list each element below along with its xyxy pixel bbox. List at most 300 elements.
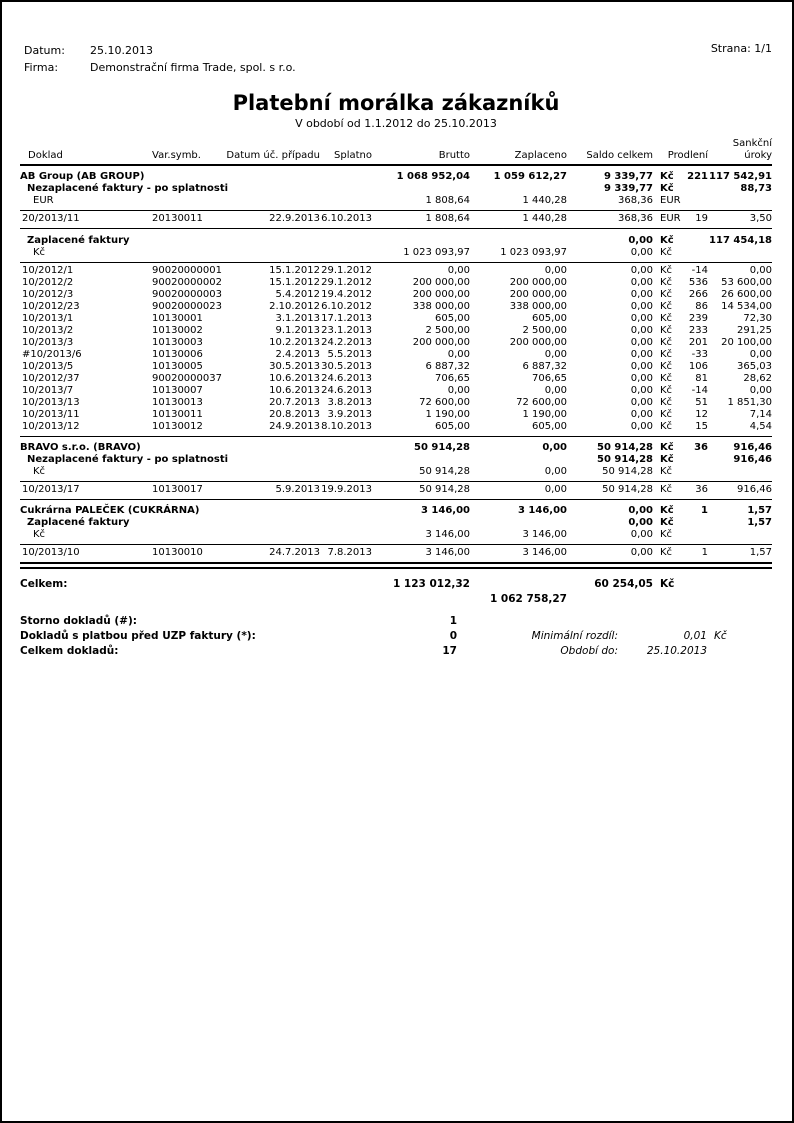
table-body bbox=[20, 171, 772, 569]
cell-zaplaceno: 3 146,00 bbox=[522, 529, 567, 540]
header-saldo: Saldo celkem bbox=[586, 150, 653, 161]
cell-currency: Kč bbox=[660, 325, 673, 336]
cell-varsymb: 10130013 bbox=[152, 397, 203, 408]
cell-splatno: 17.1.2013 bbox=[321, 313, 372, 324]
header-datum: Datum úč. případu bbox=[226, 150, 320, 161]
grand-total bbox=[20, 577, 772, 607]
cell-varsymb: 10130002 bbox=[152, 325, 203, 336]
cell-currency: Kč bbox=[660, 373, 673, 384]
cell-splatno: 7.8.2013 bbox=[327, 547, 372, 558]
cell-saldo: 0,00 bbox=[630, 349, 653, 360]
separator-rule bbox=[20, 262, 772, 263]
cell-brutto: 338 000,00 bbox=[412, 301, 470, 312]
cell-prodleni: 86 bbox=[695, 301, 708, 312]
cell-brutto: 50 914,28 bbox=[419, 484, 470, 495]
cell-datum: 10.6.2013 bbox=[269, 385, 320, 396]
cell-datum: 2.10.2012 bbox=[269, 301, 320, 312]
cell-saldo: 0,00 bbox=[630, 325, 653, 336]
cell-prodleni: 36 bbox=[695, 484, 708, 495]
cell-prodleni: 1 bbox=[701, 505, 708, 516]
cell-brutto: 1 808,64 bbox=[425, 195, 470, 206]
table-header-row bbox=[20, 150, 772, 162]
cell-uroky: 28,62 bbox=[743, 373, 772, 384]
cell-doklad: 10/2013/1 bbox=[22, 313, 74, 324]
cell-saldo: 0,00 bbox=[630, 247, 653, 258]
cell-saldo: 9 339,77 bbox=[603, 171, 653, 182]
cell-datum: 10.2.2013 bbox=[269, 337, 320, 348]
cell-datum: 10.6.2013 bbox=[269, 373, 320, 384]
cell-doklad: 10/2012/37 bbox=[22, 373, 80, 384]
meta-firma bbox=[24, 59, 296, 76]
cell-varsymb: 10130011 bbox=[152, 409, 203, 420]
invoice-row bbox=[20, 421, 772, 433]
cell-doklad: 10/2013/5 bbox=[22, 361, 74, 372]
cell-doklad: 10/2013/11 bbox=[22, 409, 80, 420]
cell-saldo: 50 914,28 bbox=[597, 442, 653, 453]
cell-uroky: 1 851,30 bbox=[727, 397, 772, 408]
cell-currency: Kč bbox=[660, 505, 674, 516]
cell-currency: Kč bbox=[660, 349, 673, 360]
cell-currency: Kč bbox=[660, 529, 673, 540]
cell-datum: 22.9.2013 bbox=[269, 213, 320, 224]
report-meta bbox=[24, 42, 296, 76]
invoice-row bbox=[20, 349, 772, 361]
celkem-label: Celkem: bbox=[20, 578, 68, 590]
cell-brutto: 200 000,00 bbox=[412, 289, 470, 300]
cell-splatno: 5.5.2013 bbox=[327, 349, 372, 360]
invoice-row bbox=[20, 385, 772, 397]
cell-zaplaceno: 2 500,00 bbox=[522, 325, 567, 336]
cell-datum: 20.7.2013 bbox=[269, 397, 320, 408]
currency-subtotal-row bbox=[20, 529, 772, 541]
invoice-row bbox=[20, 289, 772, 301]
cell-doklad: 10/2012/23 bbox=[22, 301, 80, 312]
firma-value: Demonstrační firma Trade, spol. s r.o. bbox=[90, 61, 296, 74]
section-label: Zaplacené faktury bbox=[27, 517, 130, 528]
cell-brutto: 72 600,00 bbox=[419, 397, 470, 408]
cell-brutto: 0,00 bbox=[447, 349, 470, 360]
datum-label: Datum: bbox=[24, 44, 65, 57]
obdobi-label: Období do: bbox=[560, 645, 618, 657]
cell-currency: Kč bbox=[660, 301, 673, 312]
group-header-row bbox=[20, 505, 772, 517]
group-header-row bbox=[20, 442, 772, 454]
cell-uroky: 365,03 bbox=[737, 361, 772, 372]
header-rule bbox=[20, 164, 772, 166]
cell-varsymb: 90020000001 bbox=[152, 265, 222, 276]
cell-doklad: 10/2013/13 bbox=[22, 397, 80, 408]
cell-prodleni: 19 bbox=[695, 213, 708, 224]
cell-splatno: 23.1.2013 bbox=[321, 325, 372, 336]
dokladu-label: Celkem dokladů: bbox=[20, 645, 119, 657]
section-label: Nezaplacené faktury - po splatnosti bbox=[27, 454, 229, 465]
dokladu-row bbox=[20, 644, 772, 659]
cell-zaplaceno: 6 887,32 bbox=[522, 361, 567, 372]
cell-prodleni: 12 bbox=[695, 409, 708, 420]
cell-zaplaceno: 200 000,00 bbox=[509, 289, 567, 300]
cell-saldo: 0,00 bbox=[628, 235, 653, 246]
cell-varsymb: 10130007 bbox=[152, 385, 203, 396]
cell-uroky: 117 454,18 bbox=[709, 235, 772, 246]
cell-prodleni: 221 bbox=[687, 171, 708, 182]
cell-currency: Kč bbox=[660, 337, 673, 348]
cell-varsymb: 20130011 bbox=[152, 213, 203, 224]
cell-varsymb: 10130005 bbox=[152, 361, 203, 372]
cell-uroky: 0,00 bbox=[749, 349, 772, 360]
cell-brutto: 706,65 bbox=[435, 373, 470, 384]
page-header bbox=[20, 42, 772, 76]
cell-currency: Kč bbox=[660, 183, 674, 194]
section-header-row bbox=[20, 235, 772, 247]
meta-datum bbox=[24, 42, 296, 59]
cell-currency: EUR bbox=[660, 195, 681, 206]
grand-total-row bbox=[20, 577, 772, 592]
cell-splatno: 24.2.2013 bbox=[321, 337, 372, 348]
cell-currency: Kč bbox=[660, 442, 674, 453]
cell-splatno: 30.5.2013 bbox=[321, 361, 372, 372]
separator-rule bbox=[20, 499, 772, 500]
cell-splatno: 3.8.2013 bbox=[327, 397, 372, 408]
currency-label: Kč bbox=[33, 247, 46, 258]
cell-doklad: 10/2012/1 bbox=[22, 265, 74, 276]
currency-subtotal-row bbox=[20, 466, 772, 478]
invoice-section bbox=[20, 517, 772, 569]
cell-brutto: 605,00 bbox=[435, 313, 470, 324]
cell-varsymb: 10130017 bbox=[152, 484, 203, 495]
cell-zaplaceno: 0,00 bbox=[544, 466, 567, 477]
section-header-row bbox=[20, 454, 772, 466]
cell-prodleni: 51 bbox=[695, 397, 708, 408]
cell-currency: Kč bbox=[660, 265, 673, 276]
cell-prodleni: 1 bbox=[701, 547, 708, 558]
cell-prodleni: 81 bbox=[695, 373, 708, 384]
cell-saldo: 0,00 bbox=[628, 517, 653, 528]
cell-zaplaceno: 200 000,00 bbox=[509, 277, 567, 288]
invoice-row bbox=[20, 409, 772, 421]
cell-varsymb: 90020000003 bbox=[152, 289, 222, 300]
cell-uroky: 4,54 bbox=[749, 421, 772, 432]
cell-saldo: 50 914,28 bbox=[597, 454, 653, 465]
cell-currency: Kč bbox=[660, 277, 673, 288]
cell-uroky: 26 600,00 bbox=[721, 289, 772, 300]
invoice-row bbox=[20, 397, 772, 409]
datum-value: 25.10.2013 bbox=[90, 44, 153, 57]
cell-splatno: 24.6.2013 bbox=[321, 385, 372, 396]
celkem-brutto: 1 123 012,32 bbox=[392, 578, 470, 590]
cell-currency: Kč bbox=[660, 235, 674, 246]
cell-uroky: 1,57 bbox=[747, 517, 772, 528]
dokladu-value: 17 bbox=[442, 645, 457, 657]
cell-datum: 9.1.2013 bbox=[275, 325, 320, 336]
grand-total-row2 bbox=[20, 592, 772, 607]
invoice-section bbox=[20, 235, 772, 437]
cell-doklad: 10/2013/2 bbox=[22, 325, 74, 336]
storno-row bbox=[20, 614, 772, 629]
currency-label: EUR bbox=[33, 195, 54, 206]
cell-saldo: 368,36 bbox=[618, 213, 653, 224]
cell-datum: 2.4.2013 bbox=[275, 349, 320, 360]
separator-rule bbox=[20, 436, 772, 437]
celkem-saldo-cur: Kč bbox=[660, 578, 675, 590]
cell-currency: Kč bbox=[660, 466, 673, 477]
cell-uroky: 88,73 bbox=[740, 183, 772, 194]
cell-zaplaceno: 0,00 bbox=[542, 442, 567, 453]
page-number bbox=[711, 42, 772, 55]
cell-uroky: 1,57 bbox=[749, 547, 772, 558]
header-sankcni: Sankční bbox=[732, 138, 772, 149]
uzp-row bbox=[20, 629, 772, 644]
cell-zaplaceno: 0,00 bbox=[544, 265, 567, 276]
cell-zaplaceno: 0,00 bbox=[544, 349, 567, 360]
cell-currency: Kč bbox=[660, 247, 673, 258]
separator-rule bbox=[20, 210, 772, 211]
customer-group bbox=[20, 505, 772, 569]
cell-prodleni: -33 bbox=[691, 349, 708, 360]
group-name: Cukrárna PALEČEK (CUKRÁRNA) bbox=[20, 505, 200, 516]
header-prodleni: Prodlení bbox=[667, 150, 708, 161]
header-brutto: Brutto bbox=[438, 150, 470, 161]
cell-currency: Kč bbox=[660, 313, 673, 324]
cell-saldo: 0,00 bbox=[630, 277, 653, 288]
cell-doklad: 10/2013/3 bbox=[22, 337, 74, 348]
cell-zaplaceno: 72 600,00 bbox=[516, 397, 567, 408]
cell-prodleni: 201 bbox=[688, 337, 708, 348]
cell-brutto: 3 146,00 bbox=[425, 529, 470, 540]
cell-prodleni: 536 bbox=[688, 277, 708, 288]
cell-splatno: 3.9.2013 bbox=[327, 409, 372, 420]
cell-uroky: 916,46 bbox=[733, 442, 772, 453]
section-header-row bbox=[20, 517, 772, 529]
report-subtitle: V období od 1.1.2012 do 25.10.2013 bbox=[295, 117, 497, 130]
cell-varsymb: 10130012 bbox=[152, 421, 203, 432]
invoice-row bbox=[20, 484, 772, 496]
cell-brutto: 1 808,64 bbox=[425, 213, 470, 224]
header-splatno: Splatno bbox=[334, 150, 372, 161]
separator-rule bbox=[20, 481, 772, 482]
cell-doklad: 10/2012/2 bbox=[22, 277, 74, 288]
cell-saldo: 0,00 bbox=[630, 289, 653, 300]
group-header-row bbox=[20, 171, 772, 183]
cell-uroky: 0,00 bbox=[749, 265, 772, 276]
cell-saldo: 0,00 bbox=[630, 397, 653, 408]
cell-zaplaceno: 1 440,28 bbox=[522, 213, 567, 224]
cell-currency: EUR bbox=[660, 213, 681, 224]
invoice-row bbox=[20, 373, 772, 385]
final-rule bbox=[20, 562, 772, 569]
cell-varsymb: 10130001 bbox=[152, 313, 203, 324]
cell-zaplaceno: 605,00 bbox=[532, 313, 567, 324]
cell-splatno: 6.10.2013 bbox=[321, 213, 372, 224]
currency-label: Kč bbox=[33, 529, 46, 540]
group-name: BRAVO s.r.o. (BRAVO) bbox=[20, 442, 141, 453]
cell-saldo: 0,00 bbox=[630, 409, 653, 420]
cell-uroky: 291,25 bbox=[737, 325, 772, 336]
invoice-row bbox=[20, 313, 772, 325]
cell-datum: 15.1.2012 bbox=[269, 277, 320, 288]
cell-uroky: 916,46 bbox=[733, 454, 772, 465]
cell-saldo: 0,00 bbox=[630, 337, 653, 348]
cell-brutto: 1 023 093,97 bbox=[403, 247, 470, 258]
header-uroky: úroky bbox=[744, 150, 772, 161]
section-label: Nezaplacené faktury - po splatnosti bbox=[27, 183, 229, 194]
cell-saldo: 0,00 bbox=[628, 505, 653, 516]
strana-label: Strana: bbox=[710, 42, 751, 55]
cell-saldo: 9 339,77 bbox=[603, 183, 653, 194]
group-name: AB Group (AB GROUP) bbox=[20, 171, 145, 182]
cell-uroky: 14 534,00 bbox=[721, 301, 772, 312]
invoice-row bbox=[20, 277, 772, 289]
cell-saldo: 0,00 bbox=[630, 547, 653, 558]
cell-saldo: 0,00 bbox=[630, 421, 653, 432]
cell-zaplaceno: 0,00 bbox=[544, 484, 567, 495]
cell-saldo: 0,00 bbox=[630, 301, 653, 312]
currency-label: Kč bbox=[33, 466, 46, 477]
invoice-row bbox=[20, 265, 772, 277]
cell-saldo: 0,00 bbox=[630, 265, 653, 276]
cell-zaplaceno: 3 146,00 bbox=[517, 505, 567, 516]
cell-saldo: 0,00 bbox=[630, 529, 653, 540]
cell-splatno: 19.9.2013 bbox=[321, 484, 372, 495]
cell-doklad: 10/2013/10 bbox=[22, 547, 80, 558]
cell-doklad: 20/2013/11 bbox=[22, 213, 80, 224]
cell-uroky: 117 542,91 bbox=[709, 171, 772, 182]
cell-splatno: 6.10.2012 bbox=[321, 301, 372, 312]
cell-varsymb: 10130003 bbox=[152, 337, 203, 348]
cell-zaplaceno: 1 190,00 bbox=[522, 409, 567, 420]
cell-saldo: 0,00 bbox=[630, 361, 653, 372]
cell-currency: Kč bbox=[660, 171, 674, 182]
cell-prodleni: 106 bbox=[688, 361, 708, 372]
cell-prodleni: -14 bbox=[691, 385, 708, 396]
cell-brutto: 6 887,32 bbox=[425, 361, 470, 372]
cell-datum: 3.1.2013 bbox=[275, 313, 320, 324]
cell-saldo: 50 914,28 bbox=[602, 484, 653, 495]
customer-group bbox=[20, 171, 772, 437]
cell-brutto: 605,00 bbox=[435, 421, 470, 432]
invoice-row bbox=[20, 361, 772, 373]
cell-currency: Kč bbox=[660, 454, 674, 465]
summary-block bbox=[20, 614, 772, 659]
cell-datum: 30.5.2013 bbox=[269, 361, 320, 372]
cell-brutto: 1 190,00 bbox=[425, 409, 470, 420]
cell-prodleni: -14 bbox=[691, 265, 708, 276]
cell-zaplaceno: 706,65 bbox=[532, 373, 567, 384]
cell-zaplaceno: 0,00 bbox=[544, 385, 567, 396]
cell-saldo: 0,00 bbox=[630, 313, 653, 324]
cell-zaplaceno: 338 000,00 bbox=[509, 301, 567, 312]
totals-section bbox=[20, 577, 772, 659]
cell-uroky: 0,00 bbox=[749, 385, 772, 396]
cell-currency: Kč bbox=[660, 397, 673, 408]
cell-brutto: 200 000,00 bbox=[412, 337, 470, 348]
cell-saldo: 368,36 bbox=[618, 195, 653, 206]
cell-currency: Kč bbox=[660, 547, 673, 558]
cell-prodleni: 266 bbox=[688, 289, 708, 300]
cell-doklad: 10/2013/7 bbox=[22, 385, 74, 396]
celkem-saldo: 60 254,05 bbox=[594, 578, 653, 590]
obdobi-value: 25.10.2013 bbox=[646, 645, 707, 657]
cell-currency: Kč bbox=[660, 421, 673, 432]
cell-brutto: 50 914,28 bbox=[414, 442, 470, 453]
cell-datum: 24.7.2013 bbox=[269, 547, 320, 558]
cell-currency: Kč bbox=[660, 361, 673, 372]
cell-datum: 15.1.2012 bbox=[269, 265, 320, 276]
cell-datum: 24.9.2013 bbox=[269, 421, 320, 432]
cell-varsymb: 90020000002 bbox=[152, 277, 222, 288]
cell-datum: 5.9.2013 bbox=[275, 484, 320, 495]
cell-prodleni: 239 bbox=[688, 313, 708, 324]
table-header bbox=[20, 138, 772, 166]
section-header-row bbox=[20, 183, 772, 195]
cell-currency: Kč bbox=[660, 517, 674, 528]
cell-splatno: 8.10.2013 bbox=[321, 421, 372, 432]
cell-uroky: 72,30 bbox=[743, 313, 772, 324]
cell-brutto: 0,00 bbox=[447, 265, 470, 276]
cell-saldo: 0,00 bbox=[630, 373, 653, 384]
cell-uroky: 1,57 bbox=[747, 505, 772, 516]
uzp-value: 0 bbox=[449, 630, 457, 642]
cell-splatno: 29.1.2012 bbox=[321, 277, 372, 288]
invoice-row bbox=[20, 547, 772, 559]
currency-subtotal-row bbox=[20, 247, 772, 259]
min-rozdil-cur: Kč bbox=[714, 630, 727, 642]
cell-brutto: 2 500,00 bbox=[425, 325, 470, 336]
cell-varsymb: 90020000037 bbox=[152, 373, 222, 384]
cell-splatno: 29.1.2012 bbox=[321, 265, 372, 276]
cell-currency: Kč bbox=[660, 289, 673, 300]
cell-datum: 20.8.2013 bbox=[269, 409, 320, 420]
cell-prodleni: 36 bbox=[694, 442, 708, 453]
cell-brutto: 0,00 bbox=[447, 385, 470, 396]
firma-label: Firma: bbox=[24, 61, 59, 74]
invoice-row bbox=[20, 213, 772, 225]
cell-zaplaceno: 1 023 093,97 bbox=[500, 247, 567, 258]
separator-rule bbox=[20, 228, 772, 229]
separator-rule bbox=[20, 544, 772, 545]
cell-varsymb: 10130010 bbox=[152, 547, 203, 558]
cell-zaplaceno: 1 440,28 bbox=[522, 195, 567, 206]
cell-uroky: 20 100,00 bbox=[721, 337, 772, 348]
cell-currency: Kč bbox=[660, 385, 673, 396]
uzp-label: Dokladů s platbou před UZP faktury (*): bbox=[20, 630, 256, 642]
cell-uroky: 916,46 bbox=[737, 484, 772, 495]
report-title: Platební morálka zákazníků bbox=[232, 91, 560, 115]
cell-uroky: 3,50 bbox=[749, 213, 772, 224]
customer-group bbox=[20, 442, 772, 500]
cell-uroky: 7,14 bbox=[749, 409, 772, 420]
header-varsymb: Var.symb. bbox=[152, 150, 201, 161]
storno-value: 1 bbox=[449, 615, 457, 627]
invoice-section bbox=[20, 183, 772, 229]
cell-currency: Kč bbox=[660, 484, 673, 495]
cell-zaplaceno: 3 146,00 bbox=[522, 547, 567, 558]
cell-zaplaceno: 1 059 612,27 bbox=[493, 171, 567, 182]
storno-label: Storno dokladů (#): bbox=[20, 615, 137, 627]
cell-prodleni: 233 bbox=[688, 325, 708, 336]
cell-splatno: 24.6.2013 bbox=[321, 373, 372, 384]
header-zaplaceno: Zaplaceno bbox=[514, 150, 567, 161]
cell-doklad: 10/2013/17 bbox=[22, 484, 80, 495]
cell-prodleni: 15 bbox=[695, 421, 708, 432]
min-rozdil-label: Minimální rozdíl: bbox=[531, 630, 618, 642]
invoice-section bbox=[20, 454, 772, 500]
invoice-row bbox=[20, 301, 772, 313]
cell-brutto: 200 000,00 bbox=[412, 277, 470, 288]
cell-currency: Kč bbox=[660, 409, 673, 420]
cell-saldo: 50 914,28 bbox=[602, 466, 653, 477]
cell-varsymb: 90020000023 bbox=[152, 301, 222, 312]
cell-splatno: 19.4.2012 bbox=[321, 289, 372, 300]
